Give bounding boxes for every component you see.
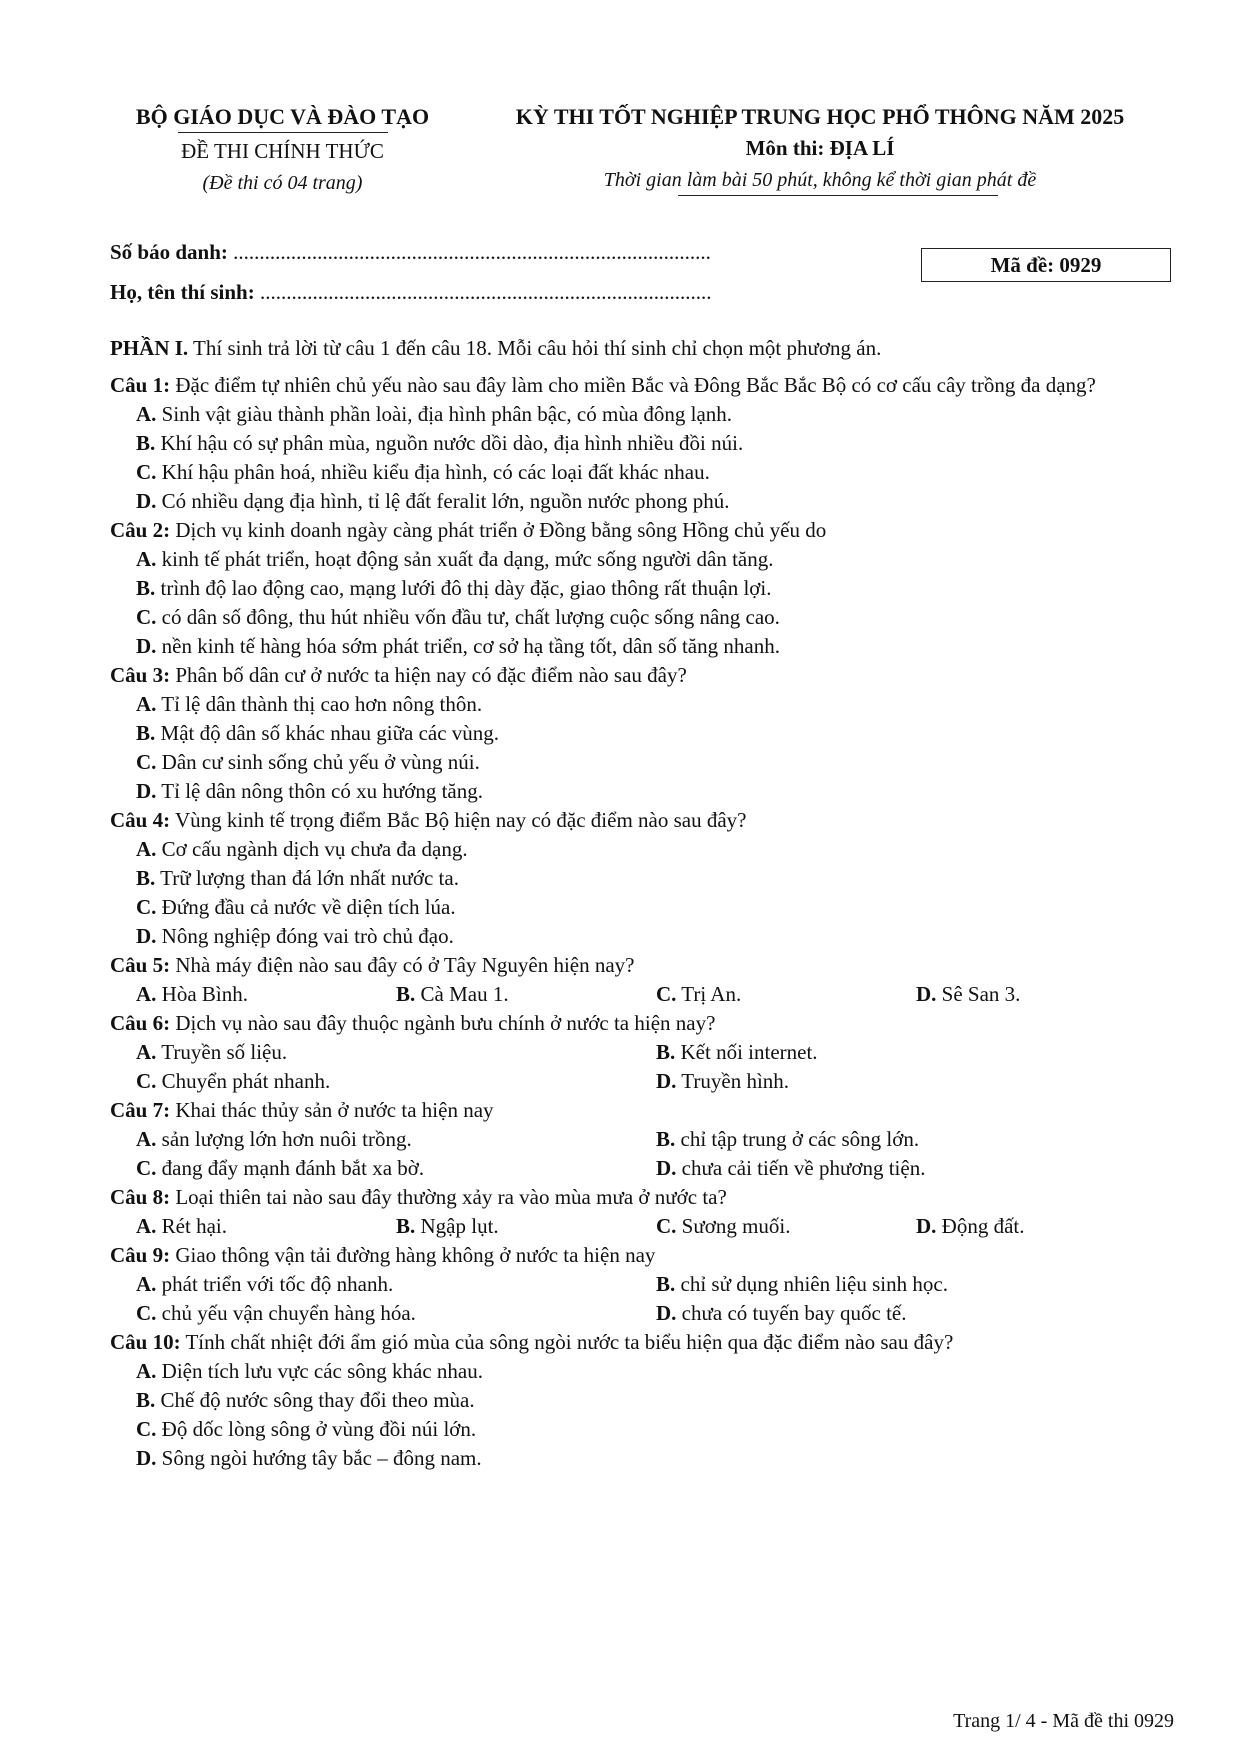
option-key: B. — [136, 866, 156, 890]
question-label: Câu 3: — [110, 663, 171, 687]
page-footer: Trang 1/ 4 - Mã đề thi 0929 — [953, 1710, 1174, 1732]
option-b — [396, 1212, 656, 1241]
option-text: Động đất. — [941, 1214, 1025, 1238]
part-label: PHẦN I. — [110, 336, 189, 360]
option-key: D. — [916, 982, 937, 1006]
option-text: Đứng đầu cả nước về diện tích lúa. — [161, 895, 456, 919]
question-8 — [110, 1183, 1180, 1212]
option-key: C. — [136, 605, 157, 629]
question-text: Khai thác thủy sản ở nước ta hiện nay — [175, 1098, 494, 1122]
option-b — [656, 1125, 1176, 1154]
candidate-id-label: Số báo danh: — [110, 240, 228, 264]
option-c — [656, 1212, 916, 1241]
option-key: D. — [656, 1069, 677, 1093]
question-label: Câu 5: — [110, 953, 171, 977]
option-a — [136, 1212, 396, 1241]
option-key: C. — [136, 895, 157, 919]
option-text: có dân số đông, thu hút nhiều vốn đầu tư, chất lượng cuộc sống nâng cao. — [161, 605, 780, 629]
option-text: Sương muối. — [681, 1214, 791, 1238]
option-a — [136, 980, 396, 1009]
question-label: Câu 8: — [110, 1185, 171, 1209]
option-b — [110, 429, 1180, 458]
question-text: Nhà máy điện nào sau đây có ở Tây Nguyên hiện nay? — [175, 953, 635, 977]
options-row — [110, 1125, 1180, 1154]
question-label: Câu 9: — [110, 1243, 171, 1267]
option-b — [396, 980, 656, 1009]
option-text: đang đẩy mạnh đánh bắt xa bờ. — [161, 1156, 425, 1180]
option-c — [656, 980, 916, 1009]
option-text: Diện tích lưu vực các sông khác nhau. — [161, 1359, 483, 1383]
option-key: C. — [136, 1069, 157, 1093]
option-text: nền kinh tế hàng hóa sớm phát triển, cơ sở hạ tầng tốt, dân số tăng nhanh. — [161, 634, 780, 658]
divider — [678, 195, 998, 196]
option-key: C. — [136, 1301, 157, 1325]
question-label: Câu 6: — [110, 1011, 171, 1035]
question-4 — [110, 806, 1180, 835]
question-text: Loại thiên tai nào sau đây thường xảy ra vào mùa mưa ở nước ta? — [175, 1185, 727, 1209]
option-text: Cơ cấu ngành dịch vụ chưa đa dạng. — [161, 837, 468, 861]
option-b — [110, 719, 1180, 748]
option-key: A. — [136, 692, 157, 716]
candidate-id-dots: ........................................................................................... — [233, 240, 711, 264]
option-text: chủ yếu vận chuyển hàng hóa. — [161, 1301, 416, 1325]
option-text: Rét hại. — [161, 1214, 227, 1238]
question-label: Câu 10: — [110, 1330, 181, 1354]
question-6 — [110, 1009, 1180, 1038]
options-row — [110, 980, 1180, 1009]
question-text: Dịch vụ nào sau đây thuộc ngành bưu chính ở nước ta hiện nay? — [175, 1011, 716, 1035]
option-d — [110, 632, 1180, 661]
option-key: A. — [136, 1040, 157, 1064]
option-c — [110, 748, 1180, 777]
option-b — [110, 1386, 1180, 1415]
time-note: Thời gian làm bài 50 phút, không kể thời gian phát đề — [603, 169, 1037, 191]
exam-code-label: Mã đề: — [990, 253, 1055, 277]
option-text: kinh tế phát triển, hoạt động sản xuất đa dạng, mức sống người dân tăng. — [161, 547, 774, 571]
option-key: B. — [656, 1040, 676, 1064]
option-c — [110, 458, 1180, 487]
option-key: C. — [136, 750, 157, 774]
option-text: chỉ sử dụng nhiên liệu sinh học. — [680, 1272, 948, 1296]
option-c — [110, 1415, 1180, 1444]
option-key: B. — [656, 1127, 676, 1151]
option-c — [110, 603, 1180, 632]
option-b — [656, 1270, 1176, 1299]
exam-code-value: 0929 — [1059, 253, 1102, 277]
question-text: Đặc điểm tự nhiên chủ yếu nào sau đây làm cho miền Bắc và Đông Bắc Bắc Bộ có cơ cấu cây trồng đa dạng? — [175, 373, 1096, 397]
option-b — [656, 1038, 1176, 1067]
option-key: A. — [136, 1214, 157, 1238]
option-text: Hòa Bình. — [161, 982, 248, 1006]
option-d — [656, 1067, 1176, 1096]
option-text: Chuyển phát nhanh. — [161, 1069, 331, 1093]
option-key: B. — [396, 982, 416, 1006]
options-row — [110, 1212, 1180, 1241]
question-1 — [110, 371, 1180, 400]
option-a — [110, 400, 1180, 429]
option-key: C. — [136, 1156, 157, 1180]
option-key: C. — [136, 1417, 157, 1441]
option-key: A. — [136, 402, 157, 426]
option-key: C. — [656, 1214, 677, 1238]
option-key: B. — [136, 431, 156, 455]
option-key: D. — [136, 489, 157, 513]
option-text: sản lượng lớn hơn nuôi trồng. — [161, 1127, 412, 1151]
option-text: Sông ngòi hướng tây bắc – đông nam. — [161, 1446, 482, 1470]
divider — [178, 132, 388, 133]
option-text: Cà Mau 1. — [420, 982, 509, 1006]
option-key: A. — [136, 837, 157, 861]
exam-code-box — [921, 248, 1171, 282]
question-label: Câu 1: — [110, 373, 171, 397]
part-instructions: Thí sinh trả lời từ câu 1 đến câu 18. Mỗi câu hỏi thí sinh chỉ chọn một phương án. — [193, 336, 882, 360]
option-text: Nông nghiệp đóng vai trò chủ đạo. — [161, 924, 454, 948]
options-row — [110, 1067, 1180, 1096]
exam-content — [110, 334, 1180, 1473]
option-key: A. — [136, 982, 157, 1006]
candidate-name-dots: ...................................................................................... — [259, 280, 712, 304]
option-c — [110, 893, 1180, 922]
exam-title: KỲ THI TỐT NGHIỆP TRUNG HỌC PHỔ THÔNG NĂM 2025 — [515, 104, 1125, 129]
question-text: Vùng kinh tế trọng điểm Bắc Bộ hiện nay có đặc điểm nào sau đây? — [174, 808, 747, 832]
question-text: Dịch vụ kinh doanh ngày càng phát triển ở Đồng bằng sông Hồng chủ yếu do — [175, 518, 827, 542]
question-label: Câu 2: — [110, 518, 171, 542]
option-key: A. — [136, 1359, 157, 1383]
option-text: Trữ lượng than đá lớn nhất nước ta. — [160, 866, 459, 890]
option-c — [136, 1299, 656, 1328]
option-text: chưa cải tiến về phương tiện. — [681, 1156, 926, 1180]
option-text: Sinh vật giàu thành phần loài, địa hình phân bậc, có mùa đông lạnh. — [161, 402, 733, 426]
option-text: Chế độ nước sông thay đổi theo mùa. — [160, 1388, 475, 1412]
option-text: trình độ lao động cao, mạng lưới đô thị dày đặc, giao thông rất thuận lợi. — [160, 576, 772, 600]
option-text: Tỉ lệ dân nông thôn có xu hướng tăng. — [161, 779, 483, 803]
option-text: chỉ tập trung ở các sông lớn. — [680, 1127, 920, 1151]
option-a — [136, 1038, 656, 1067]
option-d — [916, 980, 1176, 1009]
option-key: D. — [136, 924, 157, 948]
option-b — [110, 864, 1180, 893]
option-a — [136, 1125, 656, 1154]
option-text: phát triển với tốc độ nhanh. — [161, 1272, 394, 1296]
option-a — [110, 690, 1180, 719]
option-text: Truyền hình. — [681, 1069, 790, 1093]
question-2 — [110, 516, 1180, 545]
option-key: B. — [656, 1272, 676, 1296]
subject: Môn thi: ĐỊA LÍ — [745, 136, 895, 160]
option-text: Sê San 3. — [941, 982, 1021, 1006]
option-d — [656, 1154, 1176, 1183]
option-key: C. — [656, 982, 677, 1006]
option-text: Có nhiều dạng địa hình, tỉ lệ đất feralit lớn, nguồn nước phong phú. — [161, 489, 730, 513]
option-text: Trị An. — [681, 982, 742, 1006]
option-c — [136, 1154, 656, 1183]
part-heading — [110, 334, 1180, 363]
option-d — [110, 777, 1180, 806]
option-text: Khí hậu có sự phân mùa, nguồn nước dồi dào, địa hình nhiều đồi núi. — [160, 431, 744, 455]
question-10 — [110, 1328, 1180, 1357]
option-key: D. — [656, 1156, 677, 1180]
question-label: Câu 4: — [110, 808, 171, 832]
options-row — [110, 1154, 1180, 1183]
option-text: Dân cư sinh sống chủ yếu ở vùng núi. — [161, 750, 480, 774]
option-key: A. — [136, 1127, 157, 1151]
option-c — [136, 1067, 656, 1096]
option-key: C. — [136, 460, 157, 484]
option-key: B. — [136, 576, 156, 600]
ministry-name: BỘ GIÁO DỤC VÀ ĐÀO TẠO — [135, 104, 430, 129]
option-key: B. — [136, 1388, 156, 1412]
candidate-id-line — [110, 240, 711, 265]
option-key: D. — [136, 1446, 157, 1470]
options-row — [110, 1038, 1180, 1067]
option-b — [110, 574, 1180, 603]
option-text: Kết nối internet. — [680, 1040, 818, 1064]
option-key: D. — [656, 1301, 677, 1325]
option-d — [110, 922, 1180, 951]
option-text: Truyền số liệu. — [161, 1040, 288, 1064]
option-text: Khí hậu phân hoá, nhiều kiểu địa hình, có các loại đất khác nhau. — [161, 460, 710, 484]
option-key: A. — [136, 547, 157, 571]
option-d — [656, 1299, 1176, 1328]
option-text: Mật độ dân số khác nhau giữa các vùng. — [160, 721, 500, 745]
question-7 — [110, 1096, 1180, 1125]
question-9 — [110, 1241, 1180, 1270]
question-text: Giao thông vận tải đường hàng không ở nước ta hiện nay — [175, 1243, 656, 1267]
option-text: Độ dốc lòng sông ở vùng đồi núi lớn. — [161, 1417, 477, 1441]
question-text: Tính chất nhiệt đới ẩm gió mùa của sông ngòi nước ta biểu hiện qua đặc điểm nào sau đây? — [185, 1330, 954, 1354]
option-a — [110, 1357, 1180, 1386]
question-text: Phân bố dân cư ở nước ta hiện nay có đặc điểm nào sau đây? — [175, 663, 687, 687]
question-label: Câu 7: — [110, 1098, 171, 1122]
option-key: D. — [136, 634, 157, 658]
option-a — [136, 1270, 656, 1299]
question-5 — [110, 951, 1180, 980]
official-label: ĐỀ THI CHÍNH THỨC — [181, 139, 384, 163]
option-text: chưa có tuyến bay quốc tế. — [681, 1301, 907, 1325]
header-left — [110, 104, 455, 195]
candidate-name-label: Họ, tên thí sinh: — [110, 280, 255, 304]
question-3 — [110, 661, 1180, 690]
options-row — [110, 1299, 1180, 1328]
option-key: B. — [136, 721, 156, 745]
header-right — [500, 104, 1140, 196]
option-key: A. — [136, 1272, 157, 1296]
option-key: D. — [136, 779, 157, 803]
option-key: B. — [396, 1214, 416, 1238]
option-text: Ngập lụt. — [420, 1214, 499, 1238]
candidate-name-line — [110, 280, 711, 305]
option-d — [916, 1212, 1176, 1241]
option-key: D. — [916, 1214, 937, 1238]
options-row — [110, 1270, 1180, 1299]
option-d — [110, 1444, 1180, 1473]
pages-note: (Đề thi có 04 trang) — [202, 172, 363, 194]
option-a — [110, 545, 1180, 574]
option-d — [110, 487, 1180, 516]
option-a — [110, 835, 1180, 864]
option-text: Tỉ lệ dân thành thị cao hơn nông thôn. — [161, 692, 483, 716]
